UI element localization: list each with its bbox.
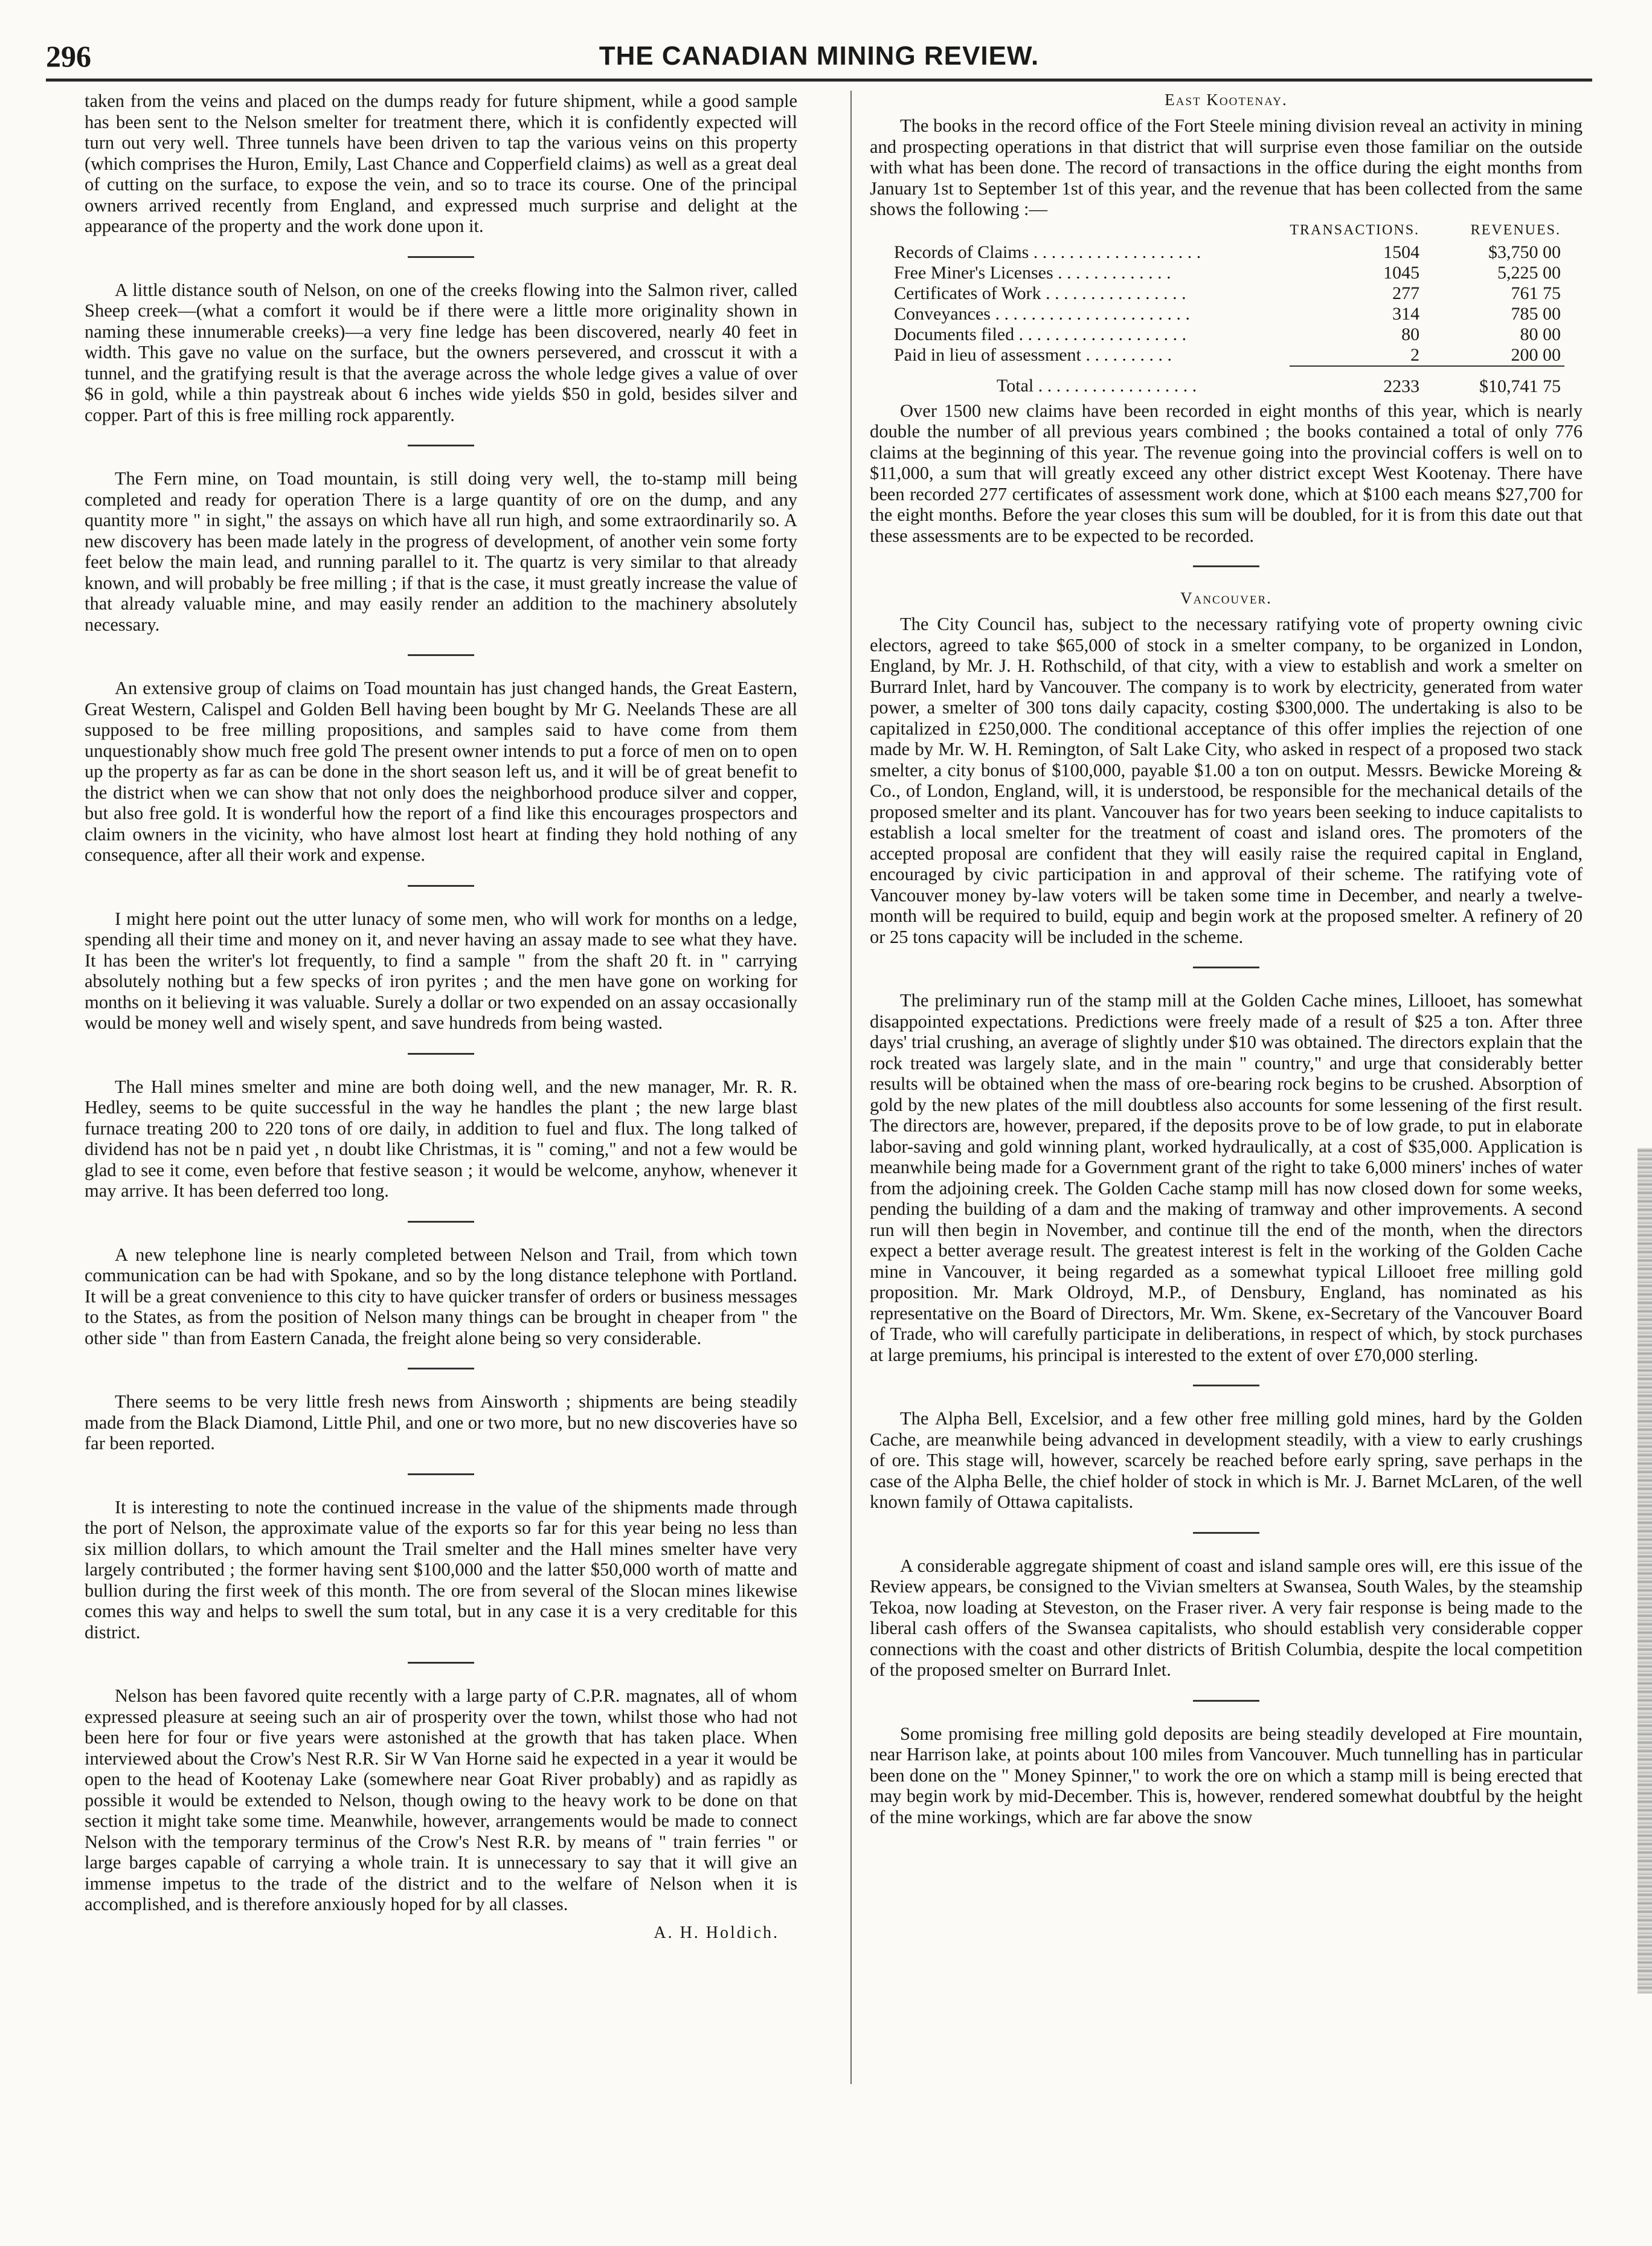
row-revenue: 785 00 [1511, 303, 1561, 324]
paragraph-swansea-shipment: A considerable aggregate shipment of coast and island sample ores will, ere this issue of the Review appears, be consigned to the Vivian smelters at Swansea, South Wales, by the steamship Tekoa, now loading at Steveston, on the Fraser river. A very fair response is being made to the liberal cash offers of the Swansea capitalists, who should establish very considerable copper connections with the coast and other districts of British Columbia, despite the local competition of the proposed smelter on Burrard Inlet. [870, 1555, 1583, 1680]
table-row [870, 263, 1564, 283]
section-separator [1193, 967, 1259, 968]
table-row [870, 345, 1564, 366]
transactions-table-body [870, 242, 1564, 397]
row-transactions: 80 [1401, 324, 1420, 344]
row-transactions: 1045 [1383, 262, 1420, 283]
section-separator [408, 1221, 474, 1223]
row-revenue: 80 00 [1520, 324, 1561, 344]
paragraph-fern-mine: The Fern mine, on Toad mountain, is still doing very well, the to-stamp mill being completed and ready for operation There is a large quantity of ore on the dump, and any quantity more " in sight," the assays on which have all run high, and some extraordinarily so. A new discovery has been made lately in the progress of development, of another vein some forty feet below the main lead, and running parallel to it. The quartz is very similar to that already known, and will probably be free milling ; if that is the case, it must greatly increase the value of that already valuable mine, and may easily render an addition to the machinery absolutely necessary. [85, 468, 797, 635]
page-number: 296 [46, 39, 91, 73]
row-label: Conveyances . . . . . . . . . . . . . . . . . . . . . . [894, 303, 1190, 324]
section-separator [408, 445, 474, 446]
row-revenue: 5,225 00 [1497, 262, 1561, 283]
paragraph-sheep-creek: A little distance south of Nelson, on one of the creeks flowing into the Salmon river, called Sheep creek—(what a comfort it would be if there were a little more originality shown in naming these innumerable creeks)—a very fine ledge has been discovered, nearly 40 feet in width. This gave no value on the surface, but the owners persevered, and crosscut it with a tunnel, and the gratifying result is that the average across the whole ledge gives a value of over $6 in gold, while a thin paystreak about 6 inches wide yields $50 in gold, besides silver and copper. Part of this is free milling rock apparently. [85, 279, 797, 425]
author-signature: A. H. Holdich. [654, 1923, 779, 1942]
section-separator [408, 1662, 474, 1664]
paragraph-vancouver-smelter: The City Council has, subject to the necessary ratifying vote of property owning civic electors, agreed to take $65,000 of stock in a smelter company, to be organized in London, England, by Mr. J. H. Rothschild, of that city, with a view to establish and work a smelter on Burrard Inlet, hard by Vancouver. The company is to work by electricity, generated from water power, a smelter of 300 tons daily capacity, costing $300,000. The undertaking is also to be capitalized in £250,000. The conditional acceptance of this offer implies the rejection of one made by Mr. W. H. Remington, of Salt Lake City, who asked in respect of a proposed two stack smelter, a city bonus of $100,000, payable $1.00 a ton on output. Messrs. Bewicke Moreing & Co., of London, England, will, it is understood, be responsible for the mechanical details of the proposed smelter and its plant. Vancouver has for two years been seeking to induce capitalists to establish a local smelter for the treatment of coast and island ores. The promoters of the accepted proposal are confident that they will easily raise the required capital in England, encouraged by civic participation in and approval of their scheme. The ratifying vote of Vancouver money by-law voters will be taken some time in December, and nearly a twelve-month will be required to build, equip and begin work at the proposed smelter. A refinery of 20 or 25 tons capacity will be included in the scheme. [870, 614, 1583, 947]
table-row [870, 304, 1564, 324]
left-column [85, 91, 797, 2169]
section-separator [1193, 1385, 1259, 1386]
paragraph-east-kootenay-claims: Over 1500 new claims have been recorded in eight months of this year, which is nearly double the number of all previous years combined ; the books contained a total of only 776 claims at the beginning of this year. The revenue going into the provincial coffers is well on to $11,000, a sum that will greatly exceed any other district except West Kootenay. There have been recorded 277 certificates of assessment work done, which at $100 each means $27,700 for the eight months. Before the year closes this sum will be doubled, for it is from this date out that these assessments are to be expected to be recorded. [870, 400, 1583, 546]
column-header-revenues: REVENUES. [1470, 222, 1561, 238]
paragraph-toad-mountain-claims: An extensive group of claims on Toad mountain has just changed hands, the Great Eastern, Great Western, Calispel and Golden Bell having been bought by Mr G. Neelands These are all supposed to be free milling propositions, and samples said to have come from them unquestionably show much free gold The present owner intends to put a force of men on to open up the property as far as can be done in the short season left us, and it will be of great benefit to the district when we can show that not only does the neighborhood produce silver and copper, but also free gold. It is wonderful how the report of a find like this encourages prospectors and claim owners in the vicinity, who have almost lost heart at finding they hold nothing of any consequence, after all their work and expense. [85, 678, 797, 865]
table-row [870, 324, 1564, 345]
table-row [870, 242, 1564, 263]
paragraph-assay-lunacy: I might here point out the utter lunacy of some men, who will work for months on a ledge, spending all their time and money on it, and never having an assay made to see what they have. It has been the writer's lot frequently, to find a sample " from the shaft 20 ft. in " carrying absolutely nothing but a few specks of iron pyrites ; and the men have gone on working for months on it believing it was valuable. Surely a dollar or two expended on an assay occasionally would be money well and wisely spent, and save hundreds from being wasted. [85, 908, 797, 1033]
transactions-table [870, 222, 1564, 397]
paragraph-golden-cache: The preliminary run of the stamp mill at the Golden Cache mines, Lillooet, has somewhat disappointed expectations. Predictions were freely made of a result of $25 a ton. After three days' trial crushing, an average of slightly under $10 was obtained. The directors explain that the rock treated was largely slate, and in the main " country," and urge that considerably better results will be obtained when the mass of ore-bearing rock begins to be crushed. Absorption of gold by the new plates of the mill doubtless also accounts for some lessening of the first result. The directors are, however, prepared, if the deposits prove to be of low grade, to put in elaborate labor-saving and gold winning plant, worked hydraulically, at a cost of $35,000. Application is meanwhile being made for a Government grant of the right to take 6,000 miners' inches of water from the adjoining creek. The Golden Cache stamp mill has now closed down for some weeks, pending the building of a dam and the making of tramway and other improvements. A second run will then begin in November, and continue till the end of the month, when the directors expect a better average result. The greatest interest is felt in the working of the Golden Cache mine in Vancouver, it being regarded as a somewhat typical Lillooet free milling gold proposition. Mr. Mark Oldroyd, M.P., of Densbury, England, has nominated as his representative on the Board of Directors, Mr. Wm. Skene, ex-Secretary of the Vancouver Board of Trade, who will carefully participate in deliberations, in respect of which, by stock purchases at large premiums, his principal is interested to the extent of over £70,000 sterling. [870, 990, 1583, 1365]
row-label: Paid in lieu of assessment . . . . . . . . . . [894, 345, 1172, 365]
section-separator [1193, 1532, 1259, 1534]
paragraph-ainsworth: There seems to be very little fresh news from Ainsworth ; shipments are being steadily made from the Black Diamond, Little Phil, and one or two more, but no new discoveries have so far been reported. [85, 1391, 797, 1453]
row-label: Records of Claims . . . . . . . . . . . . . . . . . . . [894, 242, 1201, 262]
paragraph-east-kootenay-intro: The books in the record office of the Fort Steele mining division reveal an activity in mining and prospecting operations in that district that will surprise even those familiar on the outside with what has been done. The record of transactions in the office during the eight months from January 1st to September 1st of this year, and the revenue that has been collected from the same shows the following :— [870, 115, 1583, 219]
paragraph-alpha-bell: The Alpha Bell, Excelsior, and a few other free milling gold mines, hard by the Golden Cache, are meanwhile being advanced in development steadily, with a view to early crushings of ore. This stage will, however, scarcely be reached before early spring, save perhaps in the case of the Alpha Belle, the chief holder of stock in which is Mr. J. Barnet McLaren, of the well known family of Ottawa capitalists. [870, 1408, 1583, 1512]
row-transactions: 1504 [1383, 242, 1420, 262]
row-revenue: 761 75 [1511, 283, 1561, 303]
total-label: Total . . . . . . . . . . . . . . . . . . [997, 376, 1197, 396]
paragraph-nelson-exports: It is interesting to note the continued increase in the value of the shipments made through the port of Nelson, the approximate value of the exports so far for this year being no less than six million dollars, to which amount the Trail smelter and the Hall mines smelter have very largely contributed ; the former having sent $100,000 and the latter $50,000 worth of matte and bullion during the first week of this month. The ore from several of the Slocan mines likewise comes this way and helps to swell the sum total, but in any case it is a very creditable for this district. [85, 1496, 797, 1643]
column-header-transactions: TRANSACTIONS. [1290, 222, 1420, 238]
paragraph-telephone-line: A new telephone line is nearly completed between Nelson and Trail, from which town communication can be had with Spokane, and so by the long distance telephone with Portland. It will be a great convenience to this city to have quicker transfer of orders or business messages to the States, as from the position of Nelson many things can be brought in cheaper from " the other side " than from Eastern Canada, the freight alone being so very considerable. [85, 1244, 797, 1348]
paragraph-fire-mountain: Some promising free milling gold deposits are being steadily developed at Fire mountain, near Harrison lake, at points about 100 miles from Vancouver. Much tunnelling has in particular been done on the " Money Spinner," to work the ore on which a stamp mill is being erected that may begin work by mid-December. This is, however, rendered somewhat doubtful by the height of the mine workings, which are far above the snow [870, 1723, 1583, 1827]
section-title-east-kootenay: East Kootenay. [1165, 91, 1288, 109]
section-separator [408, 654, 474, 656]
section-separator [1193, 565, 1259, 567]
scan-edge-artifact [1638, 1148, 1652, 1993]
right-column [870, 91, 1583, 2169]
section-separator [408, 1473, 474, 1475]
column-divider [850, 91, 852, 2084]
section-separator [408, 885, 474, 887]
section-separator [408, 1053, 474, 1055]
row-label: Certificates of Work . . . . . . . . . . . . . . . . [894, 283, 1186, 303]
total-revenue: $10,741 75 [1423, 366, 1564, 397]
paragraph-hall-mines: The Hall mines smelter and mine are both doing well, and the new manager, Mr. R. R. Hedley, seems to be quite successful in the way he handles the plant ; the new large blast furnace treating 200 to 220 tons of ore daily, in addition to fuel and flux. The long talked of dividend has not be n paid yet , n doubt like Christmas, it is " coming," and not a few would be glad to see it come, even before that festive season ; it would be welcome, anyhow, whenever it may arrive. It has been deferred too long. [85, 1076, 797, 1201]
paragraph-continued: taken from the veins and placed on the dumps ready for future shipment, while a good sample has been sent to the Nelson smelter for treatment there, which it is confidently expected will turn out very well. Three tunnels have been driven to tap the various veins on this property (which comprises the Huron, Emily, Last Chance and Copperfield claims) as well as a great deal of cutting on the surface, to expose the vein, and so to trace its course. One of the principal owners arrived recently from England, and expressed much surprise and delight at the appearance of the property and the work done upon it. [85, 91, 797, 236]
row-transactions: 2 [1410, 344, 1420, 365]
row-revenue: $3,750 00 [1488, 242, 1561, 262]
row-revenue: 200 00 [1511, 344, 1561, 365]
row-transactions: 314 [1392, 303, 1420, 324]
header-rule [46, 79, 1592, 82]
section-separator [408, 1368, 474, 1369]
row-label: Free Miner's Licenses . . . . . . . . . . . . . [894, 262, 1171, 283]
section-separator [1193, 1700, 1259, 1702]
journal-title: THE CANADIAN MINING REVIEW. [599, 41, 1040, 71]
row-transactions: 277 [1392, 283, 1420, 303]
row-label: Documents filed . . . . . . . . . . . . . . . . . . . [894, 324, 1187, 344]
total-transactions: 2233 [1290, 366, 1423, 397]
section-separator [408, 256, 474, 258]
page-header [46, 35, 1592, 77]
table-total-row [870, 366, 1564, 397]
table-row [870, 283, 1564, 304]
paragraph-cpr-magnates: Nelson has been favored quite recently with a large party of C.P.R. magnates, all of whom expressed pleasure at seeing such an air of prosperity over the town, whilst those who had not been here for four or five years were astonished at the growth that has taken place. When interviewed about the Crow's Nest R.R. Sir W Van Horne said he expected in a year it would be open to the head of Kootenay Lake (somewhere near Goat River probably) and as rapidly as possible it would be extended to Nelson, though owing to the heavy work to be done on that section it might take some time. Meanwhile, however, arrangements would be made to connect Nelson with the temporary terminus of the Crow's Nest R.R. by means of " train ferries " or large barges capable of carrying a whole train. It is unnecessary to say that it will give an immense impetus to the trade of the district and to the welfare of Nelson when it is accomplished, and is therefore anxiously hoped for by all classes. [85, 1685, 797, 1914]
section-title-vancouver: Vancouver. [1180, 589, 1272, 607]
